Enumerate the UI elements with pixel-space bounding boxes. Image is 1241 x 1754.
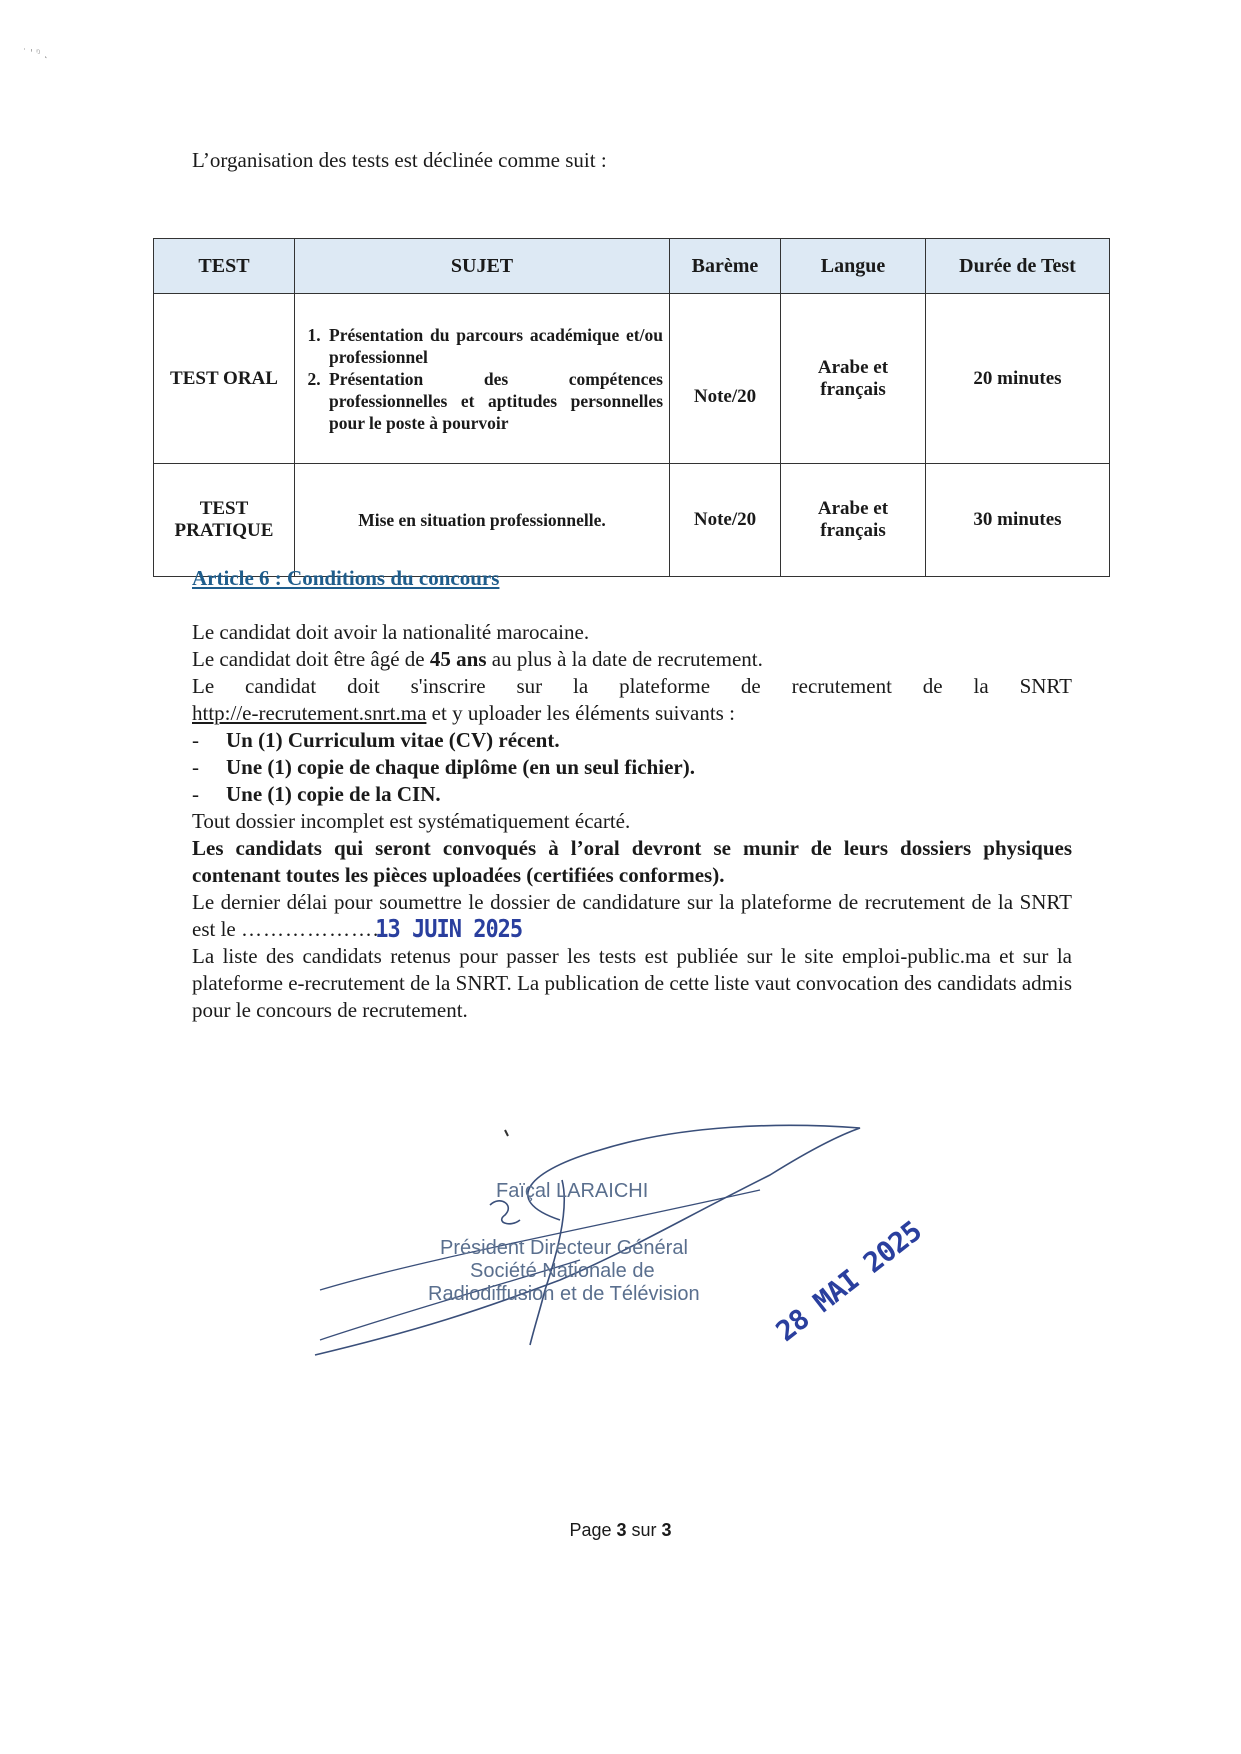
header-sujet: SUJET <box>295 239 670 294</box>
table-row <box>154 464 1110 577</box>
signatory-name: Faïçal LARAICHI <box>496 1180 649 1202</box>
sujet-item: 1. Présentation du parcours académique et/ou professionnel <box>325 324 663 368</box>
cell-langue: Arabe et français <box>781 464 926 577</box>
date-stamp: 28 MAI 2025 <box>769 1214 928 1348</box>
recruitment-link[interactable]: http://e-recrutement.snrt.ma <box>192 701 427 725</box>
tests-table <box>153 238 1110 577</box>
cell-bareme: Note/20 <box>670 294 781 464</box>
footer-prefix: Page <box>569 1520 617 1540</box>
candidates-list-note: La liste des candidats retenus pour passer les tests est publiée sur le site emploi-public.ma et sur la plateforme e-recrutement de la SNRT. La publication de cette liste vaut convocation des candidats admis pour le concours de recrutement. <box>192 944 1072 1022</box>
signatory-title: Président Directeur Général <box>440 1237 688 1259</box>
current-page: 3 <box>616 1520 627 1540</box>
sujet-item: 2. Présentation des compétences professionnelles et aptitudes personnelles pour le poste à pourvoir <box>325 368 663 434</box>
total-pages: 3 <box>661 1520 672 1540</box>
scan-artifact: ˙ ' ᵑ ˛ <box>22 48 49 59</box>
incomplete-dossier-note: Tout dossier incomplet est systématiquement écarté. <box>192 809 631 833</box>
age-value: 45 ans <box>429 647 487 671</box>
required-documents-list <box>192 727 1072 808</box>
registration-text-b: et y uploader les éléments suivants : <box>426 701 735 725</box>
header-langue: Langue <box>781 239 926 294</box>
condition-registration: Le candidat doit s'inscrire sur la plateforme de recrutement de la SNRT <box>192 674 1072 698</box>
cell-duree: 20 minutes <box>926 294 1110 464</box>
cell-langue: Arabe et français <box>781 294 926 464</box>
article-body <box>192 619 1072 1024</box>
deadline-stamp: 13 JUIN 2025 <box>375 915 523 944</box>
list-item: - Une (1) copie de chaque diplôme (en un seul fichier). <box>226 754 1072 781</box>
article-title: Article 6 : Conditions du concours <box>192 566 500 590</box>
condition-nationality: Le candidat doit avoir la nationalité marocaine. <box>192 620 590 644</box>
cell-sujet <box>295 294 670 464</box>
age-text-a: Le candidat doit être âgé de <box>192 647 430 671</box>
cell-test: TEST ORAL <box>154 294 295 464</box>
page-footer <box>0 1520 1241 1541</box>
cell-test: TEST PRATIQUE <box>154 464 295 577</box>
table-row <box>154 294 1110 464</box>
cell-bareme: Note/20 <box>670 464 781 577</box>
list-item: - Une (1) copie de la CIN. <box>226 781 1072 808</box>
condition-age <box>192 646 1072 673</box>
condition-registration-cont <box>192 700 1072 727</box>
header-test: TEST <box>154 239 295 294</box>
cell-sujet: Mise en situation professionnelle. <box>295 464 670 577</box>
header-duree: Durée de Test <box>926 239 1110 294</box>
cell-duree: 30 minutes <box>926 464 1110 577</box>
deadline-text <box>192 889 1072 943</box>
organization-line-1: Société Nationale de <box>470 1260 655 1282</box>
intro-text: L’organisation des tests est déclinée comme suit : <box>192 148 607 172</box>
list-item: - Un (1) Curriculum vitae (CV) récent. <box>226 727 1072 754</box>
age-text-b: au plus à la date de recrutement. <box>486 647 763 671</box>
table-header-row <box>154 239 1110 294</box>
deadline-dots: ………………. <box>240 917 380 941</box>
organization-line-2: Radiodiffusion et de Télévision <box>428 1283 700 1305</box>
sujet-list <box>301 324 663 434</box>
header-bareme: Barème <box>670 239 781 294</box>
deadline-text-a: Le dernier délai pour soumettre le dossier de candidature sur la plateforme de recrutement de la SNRT est le <box>192 890 1072 941</box>
footer-middle: sur <box>626 1520 662 1540</box>
physical-dossier-note: Les candidats qui seront convoqués à l’oral devront se munir de leurs dossiers physiques contenant toutes les pièces uploadées (certifiées conformes). <box>192 836 1072 887</box>
